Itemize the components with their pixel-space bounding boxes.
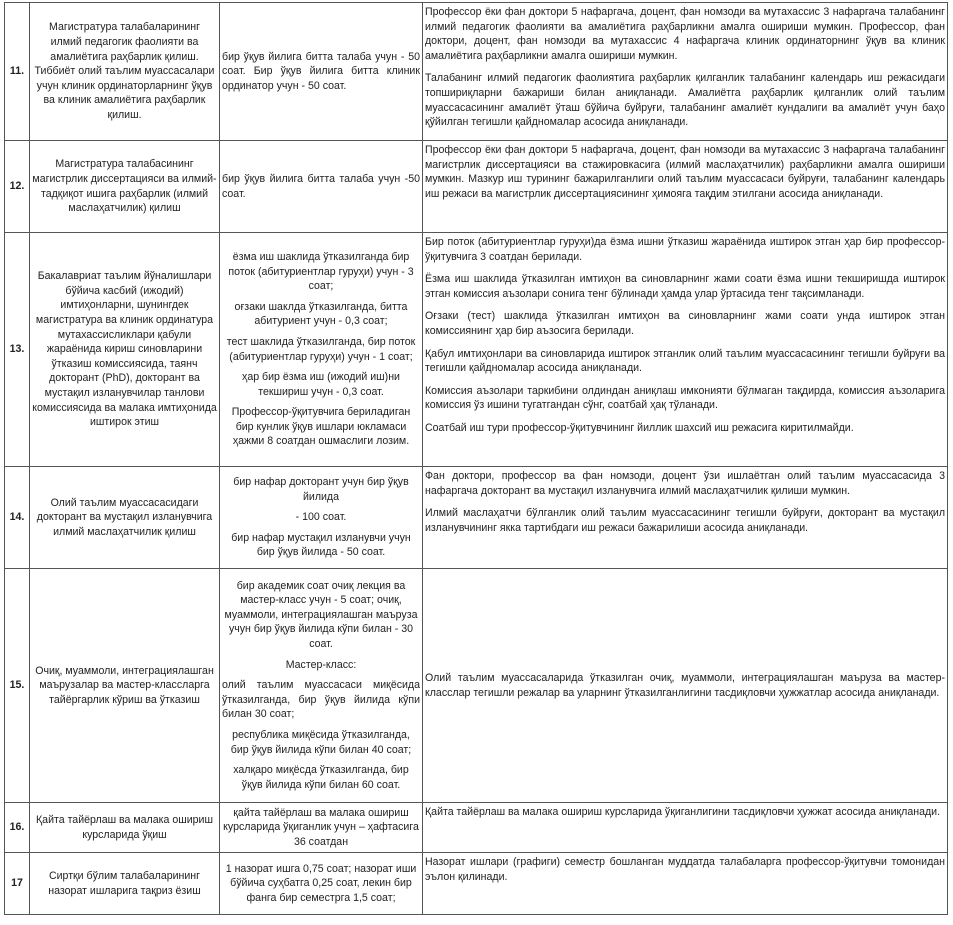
note-paragraph: Профессор ёки фан доктори 5 нафаргача, доцент, фан номзоди ва мутахассис 3 нафаргача талабанинг илмий педагогик фаолияти ва амалиётига раҳбарликни амалга ошириши мумкин. Профессор, фан доктори, доцент, фан номзоди ва мутахассис 4 нафаргача клиник ординаторнинг ўқув ва клиник амалиётига раҳбарликни амалга ошириши мумкин.	[425, 6, 945, 62]
note-paragraph: Бир поток (абитуриентлар гуруҳи)да ёзма ишни ўтказиш жараёнида иштирок этган ҳар бир профессор-ўқитувчига 3 соатдан берилади.	[425, 236, 945, 263]
work-type	[30, 141, 220, 233]
note-cell	[423, 853, 948, 915]
norm-text: бир нафар мустақил изланувчи учун бир ўқув йилида - 50 соат.	[231, 531, 411, 559]
norm-text: бир нафар докторант учун бир ўқув йилида	[233, 476, 409, 503]
table-row	[5, 569, 948, 803]
note-paragraph: Соатбай иш тури профессор-ўқитувчининг йиллик шахсий иш режасига киритилмайди.	[425, 421, 854, 434]
row-number: 14.	[5, 467, 30, 569]
norm-text: бир ўқув йилига битта талаба учун -50 соат.	[222, 172, 420, 200]
norm-text: қайта тайёрлаш ва малака ошириш курсларида ўқиганлик учун – ҳафтасига 36 соатдан	[223, 806, 419, 848]
row-number: 17	[5, 853, 30, 915]
work-type	[30, 569, 220, 803]
row-number: 12.	[5, 141, 30, 233]
note-paragraph: Ёзма иш шаклида ўтказилган имтиҳон ва синовларнинг жами соати ёзма ишни текширишда иштирок этган комиссия аъзолари сонига тенг бўлинади ҳамда улар ўртасида тенг тақсимланади.	[425, 273, 945, 300]
note-paragraph: Профессор ёки фан доктори 5 нафаргача, доцент, фан номзоди ва мутахассис 3 нафаргача талабанинг магистрлик диссертацияси ва стажировкасига (илмий маслаҳатчилик) раҳбарликни амалга ошириши мумкин. Мазкур иш турининг бажарилганлиги олий таълим муассасаси буйруғи, талабанинг календарь иш режаси ва магистрлик диссертациясининг ҳимояга тақдим этилгани асосида аниқланади.	[425, 144, 945, 200]
norm-text: - 100 соат.	[295, 511, 347, 524]
work-type	[30, 3, 220, 141]
norm-text: республика миқёсида ўтказилганда, бир ўқув йилида кўпи билан 40 соат;	[230, 728, 412, 756]
work-type-text: Бакалавриат таълим йўналишлари бўйича касбий (ижодий) имтиҳонларни, шунингдек магистратура ва клиник ординатура мутахассисликлари қабули жараёнида кириш синовларини ўтказиш комиссиясида, таянч докторант (PhD), докторант ва мустақил изланувчилар танлови комиссиясида ва малака имтиҳонида иштирок этиш	[32, 270, 217, 429]
norm-text: халқаро миқёсда ўтказилганда, бир ўқув йилида кўпи билан 60 соат.	[233, 764, 409, 791]
note-paragraph: Қайта тайёрлаш ва малака ошириш курсларида ўқиганлигини тасдиқловчи ҳужжат асосида аниқланади.	[425, 806, 941, 818]
note-cell	[423, 467, 948, 569]
note-paragraph: Назорат ишлари (графиги) семестр бошланган муддатда талабаларга профессор-ўқитувчи томонидан эълон қилинади.	[425, 856, 945, 883]
norm-text: оғзаки шаклда ўтказилганда, битта абитуриент учун - 0,3 соат;	[234, 300, 408, 328]
row-number: 13.	[5, 233, 30, 467]
work-type	[30, 233, 220, 467]
table-row	[5, 853, 948, 915]
row-number: 15.	[5, 569, 30, 803]
note-paragraph: Илмий маслаҳатчи бўлганлик олий таълим муассасасининг тегишли буйруғи, докторант ва мустақил изланувчининг якка тартибдаги иш режаси бажарилиши асосида аниқланади.	[425, 507, 945, 534]
row-number: 16.	[5, 803, 30, 853]
norm-text: ёзма иш шаклида ўтказилганда бир поток (абитуриентлар гуруҳи) учун - 3 соат;	[228, 250, 414, 293]
note-paragraph: Комиссия аъзолари таркибини олдиндан аниқлаш имконияти бўлмаган тақдирда, комиссия аъзоларига комиссия ўз ишини тугатгандан сўнг, соатбай ҳақ тўланади.	[425, 384, 945, 412]
work-type-text: Очиқ, муаммоли, интеграциялашган маърузалар ва мастер-классларга тайёргарлик кўриш ва ўтказиш	[35, 664, 214, 706]
note-paragraph: Қабул имтиҳонлари ва синовларида иштирок этганлик олий таълим муассасасининг тегишли буйруғи ва тегишли қайдномалар асосида аниқланади.	[425, 347, 945, 375]
table-row	[5, 233, 948, 467]
norm-cell	[220, 803, 423, 853]
norm-text: олий таълим муассасаси миқёсида ўтказилганда, бир ўқув йилида кўпи билан 30 соат;	[222, 679, 420, 721]
norm-text: бир ўқув йилига битта талаба учун - 50 соат. Бир ўқув йилига битта клиник ординатор учун - 50 соат.	[222, 50, 420, 92]
note-paragraph: Талабанинг илмий педагогик фаолиятига раҳбарлик қилганлик талабанинг календарь иш режасидаги топшириқларни бажариши билан аниқланади. Амалиётга раҳбарлик қилганлик олий таълим муассасасининг амалиёт ўташ бўйича буйруғи, талабанинг амалиёт кундалиги ва амалиёт учун баҳо қўйилган тегишли қайдномалар асосида аниқланади.	[425, 72, 945, 129]
work-type-text: Олий таълим муассасасидаги докторант ва мустақил изланувчига илмий маслаҳатчилик қилиш	[36, 496, 213, 538]
norm-cell	[220, 3, 423, 141]
note-paragraph: Олий таълим муассасаларида ўтказилган очиқ, муаммоли, интеграциялашган маъруза ва мастер-класслар тегишли режалар ва уларнинг ўтказилганлигини тасдиқловчи ҳужжатлар асосида аниқланади.	[425, 671, 945, 699]
norm-cell	[220, 467, 423, 569]
norm-text: Профессор-ўқитувчига бериладиган бир кунлик ўқув ишлари юкламаси ҳажми 8 соатдан ошмаслиги лозим.	[231, 406, 411, 448]
table-row	[5, 3, 948, 141]
row-number: 11.	[5, 3, 30, 141]
note-paragraph: Оғзаки (тест) шаклида ўтказилган имтиҳон ва синовларнинг жами соати унда иштирок этган комиссиянинг ҳар бир аъзосига берилади.	[425, 310, 945, 337]
norm-text: тест шаклида ўтказилганда, бир поток (абитуриентлар гуруҳи) учун - 1 соат;	[226, 335, 416, 363]
work-type-text: Сиртқи бўлим талабаларининг назорат ишларига тақриз ёзиш	[48, 869, 201, 897]
note-cell	[423, 3, 948, 141]
table-row	[5, 141, 948, 233]
table-row	[5, 467, 948, 569]
norm-text: 1 назорат ишга 0,75 соат; назорат иши бўйича суҳбатга 0,25 соат, лекин бир фанга бир семестрга 1,5 соат;	[225, 862, 417, 904]
note-cell	[423, 803, 948, 853]
norms-table	[4, 2, 948, 915]
work-type	[30, 467, 220, 569]
work-type-text: Магистратура талабаларининг илмий педагогик фаолияти ва амалиётига раҳбарлик қилиш. Тиббиёт олий таълим муассасалари учун клиник ординаторларнинг ўқув ва клиник амалиётига раҳбарлик қилиш.	[34, 21, 215, 121]
norm-cell	[220, 853, 423, 915]
work-type	[30, 853, 220, 915]
work-type-text: Магистратура талабасининг магистрлик диссертацияси ва илмий-тадқиқот ишига раҳбарлик (илмий маслаҳатчилик) қилиш	[32, 158, 217, 215]
note-cell	[423, 569, 948, 803]
norm-cell	[220, 569, 423, 803]
table-row	[5, 803, 948, 853]
norm-text: Мастер-класс:	[285, 658, 357, 671]
work-type	[30, 803, 220, 853]
note-paragraph: Фан доктори, профессор ва фан номзоди, доцент ўзи ишлаётган олий таълим муассасасида 3 нафаргача докторант ва мустақил изланувчига илмий маслаҳатчилик қилиши мумкин.	[425, 470, 945, 497]
norm-cell	[220, 233, 423, 467]
work-type-text: Қайта тайёрлаш ва малака ошириш курсларида ўқиш	[36, 813, 213, 841]
norm-cell	[220, 141, 423, 233]
norm-text: бир академик соат очиқ лекция ва мастер-класс учун - 5 соат; очиқ, муаммоли, интеграциялашган маъруза учун бир ўқув йилида кўпи билан - 30 соат.	[224, 579, 418, 651]
norm-text: ҳар бир ёзма иш (ижодий иш)ни текшириш учун - 0,3 соат.	[242, 371, 400, 398]
note-cell	[423, 141, 948, 233]
note-cell	[423, 233, 948, 467]
